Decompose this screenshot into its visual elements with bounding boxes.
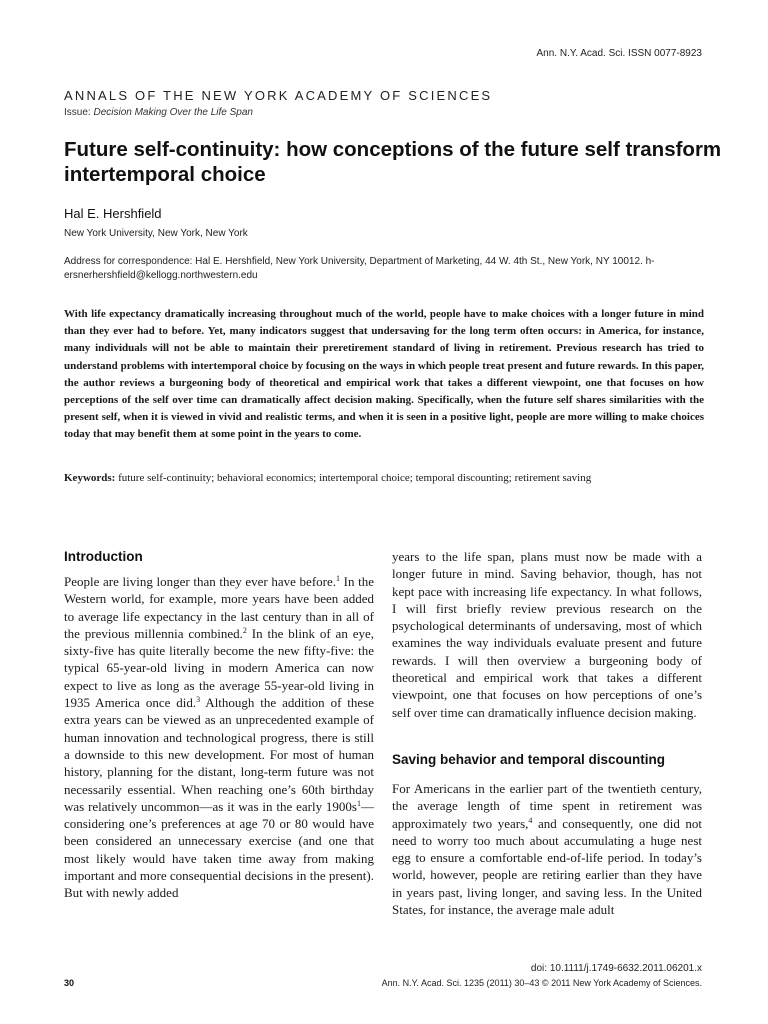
saving-behavior-paragraph: For Americans in the earlier part of the twentieth century, the average length of time spent in retirement was approximately two years,$^4$ and consequently, one did not need to worry too much about accumulating a huge nest egg to ensure a comfortable end-of-life period. In today’s world, however, people are retiring earlier than they have in years past, living longer, and saving less. In the United States, for instance, the average male adult [392, 781, 703, 918]
reference-marker: 2 [242, 625, 247, 635]
reference-marker: 1 [336, 574, 341, 583]
journal-issn: Ann. N.Y. Acad. Sci. ISSN 0077-8923 [536, 48, 702, 59]
author-affiliation: New York University, New York, New York [64, 228, 248, 239]
abstract: With life expectancy dramatically increasing throughout much of the world, people have to make choices with a longer future in mind than they ever had to before. Yet, many indicators suggest that undersaving for the long term often occurs: in America, for instance, many individuals will not be able to maintain their preretirement standard of living in retirement. Previous research has tried to understand problems with intertemporal choice by focusing on the ways in which people treat present and future rewards. In this paper, the author reviews a burgeoning body of theoretical and empirical work that takes a different viewpoint, one that focuses on how perceptions of the self over time can dramatically affect decision making. Specifically, when the future self shares similarities with the present self, when it is viewed in vivid and realistic terms, and when it is seen in a positive light, people are more willing to make choices today that may benefit them at some point in the years to come. [64, 308, 704, 441]
keywords-list: future self-continuity; behavioral economics; intertemporal choice; temporal discounting; retirement saving [118, 472, 592, 484]
reference-marker: 4 [528, 815, 533, 825]
correspondence-address: Address for correspondence: Hal E. Hershfield, New York University, Department of Marketing, 44 W. 4th St., New York, NY 10012. h-ersnerhershfield@kellogg.northwestern.edu [64, 256, 655, 281]
issue-line [64, 107, 253, 118]
section-heading-saving-behavior: Saving behavior and temporal discounting [392, 752, 666, 767]
doi: doi: 10.1111/j.1749-6632.2011.06201.x [530, 963, 702, 974]
introduction-paragraph: People are living longer than they ever have before.$^1$ In the Western world, for example, more years have been added to average life expectancy in the last century than in all of the previous millennia combined.$^2$ In the blink of an eye, sixty-five has quite literally become the new fifty-five: the typical 65-year-old living in modern America can now expect to live as long as the average 55-year-old living in 1935 America once did.$^3$ Although the addition of these extra years can be viewed as an unprecedented example of human innovation and technological progress, there is still a downside to this new development. For most of human history, planning for the distant, long-term future was not necessarily essential. When reaching one’s 60th birthday was relatively uncommon—as it was in the early $1900s^1—considering$ one’s preferences at age 70 or 80 would have been considered an unnecessary exercise (and one that most likely would have taken time away from making important and more consequential decisions in the present). But with newly added [64, 574, 375, 901]
introduction-continuation: years to the life span, plans must now be made with a longer future in mind. Saving behavior, though, has not kept pace with increasing life expectancy. In what follows, I will first briefly review previous research on the psychological determinants of undersaving, most of which examines the way individuals evaluate present and future rewards. I will then overview a burgeoning body of theoretical and empirical work that takes a different viewpoint, one that focuses on how perceptions of one’s self over time can dramatically influence decision making. [392, 549, 702, 720]
reference-marker: 3 [196, 695, 201, 705]
issue-title: Decision Making Over the Life Span [93, 107, 253, 118]
keywords-label: Keywords: [64, 472, 116, 484]
page-number: 30 [64, 978, 75, 988]
issue-label: Issue: [64, 107, 91, 118]
journal-name: ANNALS OF THE NEW YORK ACADEMY OF SCIENCES [64, 88, 493, 103]
author-name: Hal E. Hershfield [64, 206, 162, 221]
reference-marker: 1 [357, 798, 361, 808]
section-heading-introduction: Introduction [64, 549, 143, 564]
citation-line: Ann. N.Y. Acad. Sci. 1235 (2011) 30–43 © 2011 New York Academy of Sciences. [381, 978, 702, 988]
article-title: Future self-continuity: how conceptions of the future self transform intertemporal choice [64, 138, 722, 186]
keywords [64, 470, 704, 487]
